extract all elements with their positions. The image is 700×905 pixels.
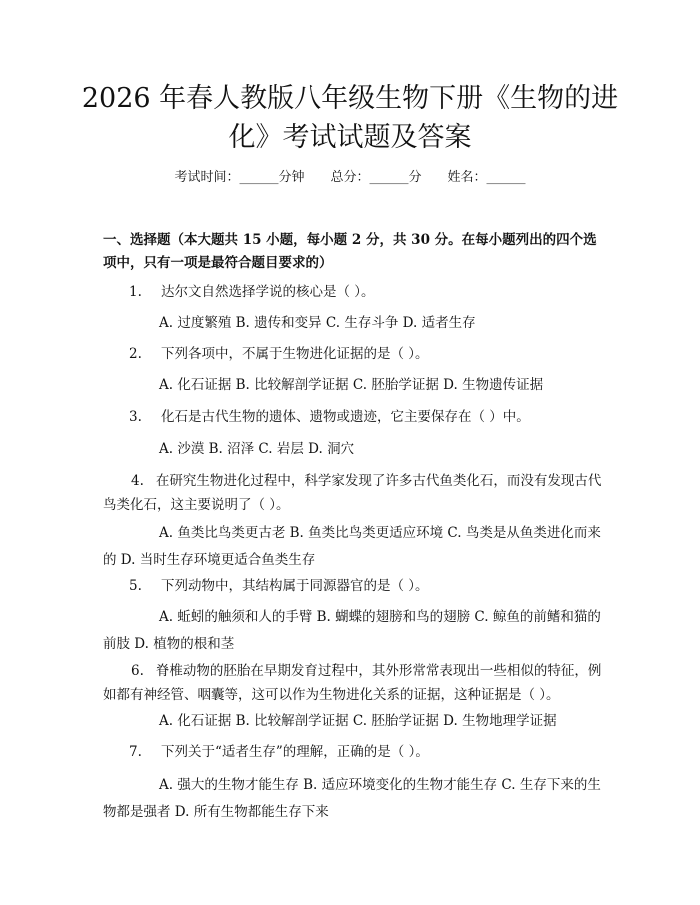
question-5-options: A. 蚯蚓的触须和人的手臂 B. 蝴蝶的翅膀和鸟的翅膀 C. 鲸鱼的前鳍和猫的前肢 D. 植物的根和茎 [103,609,601,652]
name-field: 姓名：______ [447,170,526,185]
question-number: 3. [129,409,142,425]
question-number: 2. [129,346,142,362]
question-text: 达尔文自然选择学说的核心是（ ）。 [161,284,375,300]
question-1-options: A. 过度繁殖 B. 遗传和变异 C. 生存斗争 D. 适者生存 [159,315,476,331]
question-text: 脊椎动物的胚胎在早期发育过程中，其外形常常表现出一些相似的特征，例如都有神经管、咽囊等，这可以作为生物进化关系的证据，这种证据是（ ）。 [103,663,602,703]
exam-time-field: 考试时间：______分钟 [174,170,305,185]
question-text: 下列关于“适者生存”的理解，正确的是（ ）。 [161,744,429,760]
question-6-options: A. 化石证据 B. 比较解剖学证据 C. 胚胎学证据 D. 生物地理学证据 [159,713,557,729]
question-3-options: A. 沙漠 B. 沼泽 C. 岩层 D. 洞穴 [159,441,355,457]
question-2-options: A. 化石证据 B. 比较解剖学证据 C. 胚胎学证据 D. 生物遗传证据 [159,377,544,393]
question-4-options: A. 鱼类比鸟类更古老 B. 鱼类比鸟类更适应环境 C. 鸟类是从鱼类进化而来的 D. 当时生存环境更适合鱼类生存 [103,525,601,568]
question-number: 6. [131,663,144,679]
question-number: 4. [131,473,144,489]
question-7 [103,740,603,764]
page-title-line-2: 化》考试试题及答案 [228,122,472,153]
question-4 [103,469,603,517]
question-text: 下列各项中，不属于生物进化证据的是（ ）。 [161,346,429,362]
question-number: 7. [129,744,142,760]
question-2 [103,342,603,366]
page-title-line-1: 2026 年春人教版八年级生物下册《生物的进 [81,83,619,114]
total-score-field: 总分：______分 [330,170,422,185]
question-number: 5. [129,578,142,594]
section-heading: 一、选择题（本大题共 15 小题，每小题 2 分，共 30 分。在每小题列出的四个选项中，只有一项是最符合题目要求的） [103,232,597,271]
question-3 [103,405,603,429]
question-number: 1. [129,284,142,300]
question-text: 下列动物中，其结构属于同源器官的是（ ）。 [161,578,429,594]
question-1 [103,280,603,304]
question-text: 在研究生物进化过程中，科学家发现了许多古代鱼类化石，而没有发现古代鸟类化石，这主要说明了（ ）。 [103,473,602,513]
question-6 [103,659,603,707]
question-text: 化石是古代生物的遗体、遗物或遗迹，它主要保存在（ ）中。 [161,409,530,425]
exam-info-row [0,168,700,188]
question-5 [103,574,603,598]
question-7-options: A. 强大的生物才能生存 B. 适应环境变化的生物才能生存 C. 生存下来的生物都是强者 D. 所有生物都能生存下来 [103,777,601,820]
